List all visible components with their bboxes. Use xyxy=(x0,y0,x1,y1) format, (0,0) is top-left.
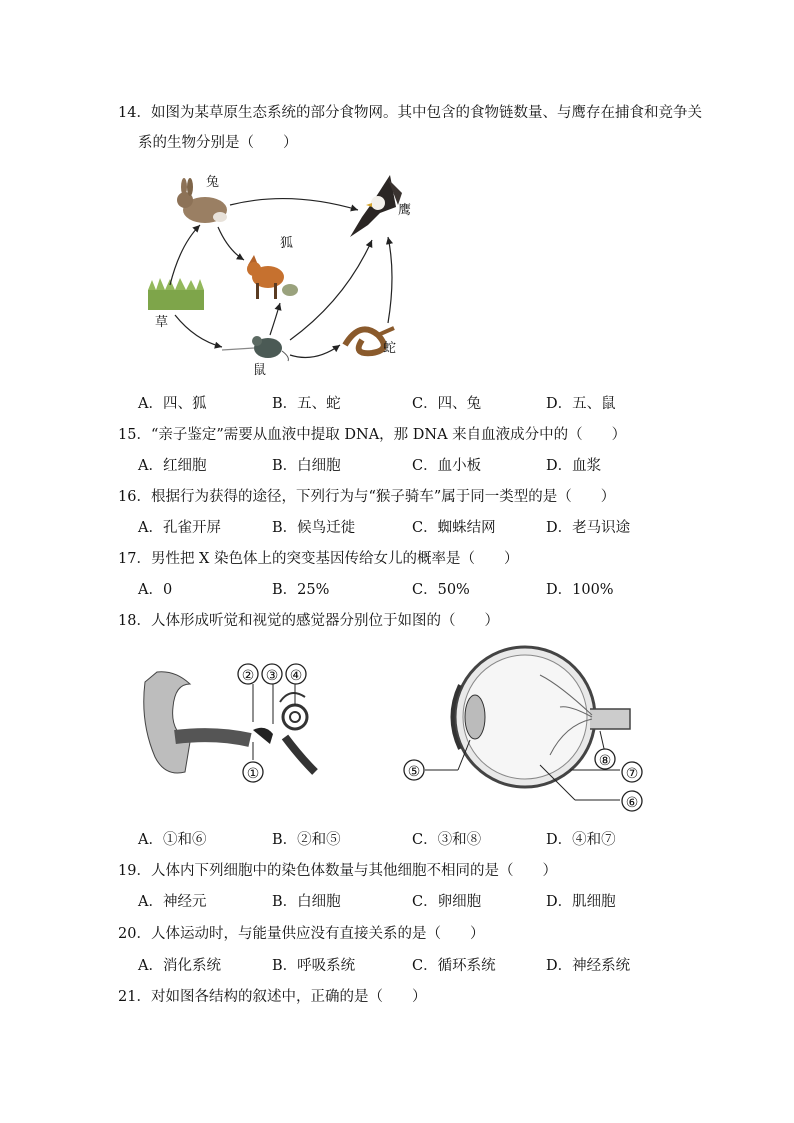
q20-option-b[interactable]: B．呼吸系统 xyxy=(272,958,356,974)
grass-image xyxy=(148,278,204,310)
arrow-rabbit-fox xyxy=(218,227,244,260)
ear-figure xyxy=(135,662,335,792)
q19-option-c[interactable]: C．卵细胞 xyxy=(412,894,482,910)
q15-option-d[interactable]: D．血浆 xyxy=(546,458,602,474)
q17-option-d[interactable]: D．100% xyxy=(546,582,614,598)
q16-options xyxy=(138,518,698,538)
eye-figure xyxy=(400,645,650,815)
eye-label-8: ⑧ xyxy=(598,753,612,769)
q14-stem-line2: 系的生物分别是（ ） xyxy=(138,135,298,151)
label-rabbit: 兔 xyxy=(206,175,220,190)
q19-option-b[interactable]: B．白细胞 xyxy=(272,894,341,910)
arrow-grass-mouse xyxy=(175,315,222,347)
q21-stem: 21．对如图各结构的叙述中，正确的是（ ） xyxy=(118,989,427,1005)
ear-label-4: ④ xyxy=(289,668,303,684)
arrow-grass-rabbit xyxy=(170,225,200,285)
q15-stem: 15．“亲子鉴定”需要从血液中提取 DNA，那 DNA 来自血液成分中的（ ） xyxy=(118,427,627,443)
q19-options xyxy=(138,892,698,912)
q15-option-b[interactable]: B．白细胞 xyxy=(272,458,341,474)
eagle-image xyxy=(350,175,402,237)
arrow-mouse-eagle xyxy=(290,240,372,340)
q18-option-c[interactable]: C．③和⑧ xyxy=(412,832,482,848)
eye-label-6: ⑥ xyxy=(625,795,639,811)
q14-stem-line1: 14．如图为某草原生态系统的部分食物网。其中包含的食物链数量、与鹰存在捕食和竞争关 xyxy=(118,105,702,121)
q19-stem: 19．人体内下列细胞中的染色体数量与其他细胞不相同的是（ ） xyxy=(118,863,557,879)
ear-diagram xyxy=(135,662,335,792)
q16-option-c[interactable]: C．蜘蛛结网 xyxy=(412,520,496,536)
q19-option-a[interactable]: A．神经元 xyxy=(138,894,207,910)
q15-options xyxy=(138,456,698,476)
arrow-rabbit-eagle xyxy=(230,199,358,210)
q20-option-a[interactable]: A．消化系统 xyxy=(138,958,221,974)
q20-option-c[interactable]: C．循环系统 xyxy=(412,958,496,974)
mouse-image xyxy=(222,336,288,361)
food-web-figure xyxy=(140,165,430,385)
q16-stem: 16．根据行为获得的途径，下列行为与“猴子骑车”属于同一类型的是（ ） xyxy=(118,489,616,505)
q16-option-a[interactable]: A．孔雀开屏 xyxy=(138,520,221,536)
ear-label-3: ③ xyxy=(265,668,279,684)
q18-option-b[interactable]: B．②和⑤ xyxy=(272,832,341,848)
q14-option-b[interactable]: B．五、蛇 xyxy=(272,396,341,412)
ear-label-2: ② xyxy=(241,668,255,684)
q16-option-d[interactable]: D．老马识途 xyxy=(546,520,631,536)
q18-option-a[interactable]: A．①和⑥ xyxy=(138,832,207,848)
q20-option-d[interactable]: D．神经系统 xyxy=(546,958,631,974)
arrow-mouse-fox xyxy=(270,303,280,335)
label-eagle: 鹰 xyxy=(398,203,412,218)
ear-label-1: ① xyxy=(246,766,260,782)
q18-stem: 18．人体形成听觉和视觉的感觉器分别位于如图的（ ） xyxy=(118,613,499,629)
q17-options xyxy=(138,580,698,600)
q18-options xyxy=(138,830,698,850)
q15-option-a[interactable]: A．红细胞 xyxy=(138,458,207,474)
q14-options xyxy=(138,394,698,414)
q16-option-b[interactable]: B．候鸟迁徙 xyxy=(272,520,356,536)
q17-option-c[interactable]: C．50% xyxy=(412,582,470,598)
arrow-mouse-snake xyxy=(290,345,340,357)
label-fox: 狐 xyxy=(280,236,294,251)
q14-option-a[interactable]: A．四、狐 xyxy=(138,396,207,412)
q20-stem: 20．人体运动时，与能量供应没有直接关系的是（ ） xyxy=(118,926,485,942)
eye-label-7: ⑦ xyxy=(625,766,639,782)
q19-option-d[interactable]: D．肌细胞 xyxy=(546,894,616,910)
q15-option-c[interactable]: C．血小板 xyxy=(412,458,482,474)
rabbit-image xyxy=(177,175,227,223)
label-grass: 草 xyxy=(155,315,169,330)
q17-stem: 17．男性把 X 染色体上的突变基因传给女儿的概率是（ ） xyxy=(118,551,519,567)
q20-options xyxy=(138,956,698,976)
q14-option-d[interactable]: D．五、鼠 xyxy=(546,396,616,412)
q18-option-d[interactable]: D．④和⑦ xyxy=(546,832,616,848)
arrow-snake-eagle xyxy=(388,237,392,323)
label-mouse: 鼠 xyxy=(253,363,267,378)
fox-image xyxy=(247,255,298,299)
eye-label-5: ⑤ xyxy=(407,764,421,780)
q17-option-b[interactable]: B．25% xyxy=(272,582,330,598)
eye-diagram xyxy=(400,645,650,815)
label-snake: 蛇 xyxy=(383,341,397,356)
q14-option-c[interactable]: C．四、兔 xyxy=(412,396,482,412)
q17-option-a[interactable]: A．0 xyxy=(138,582,173,598)
